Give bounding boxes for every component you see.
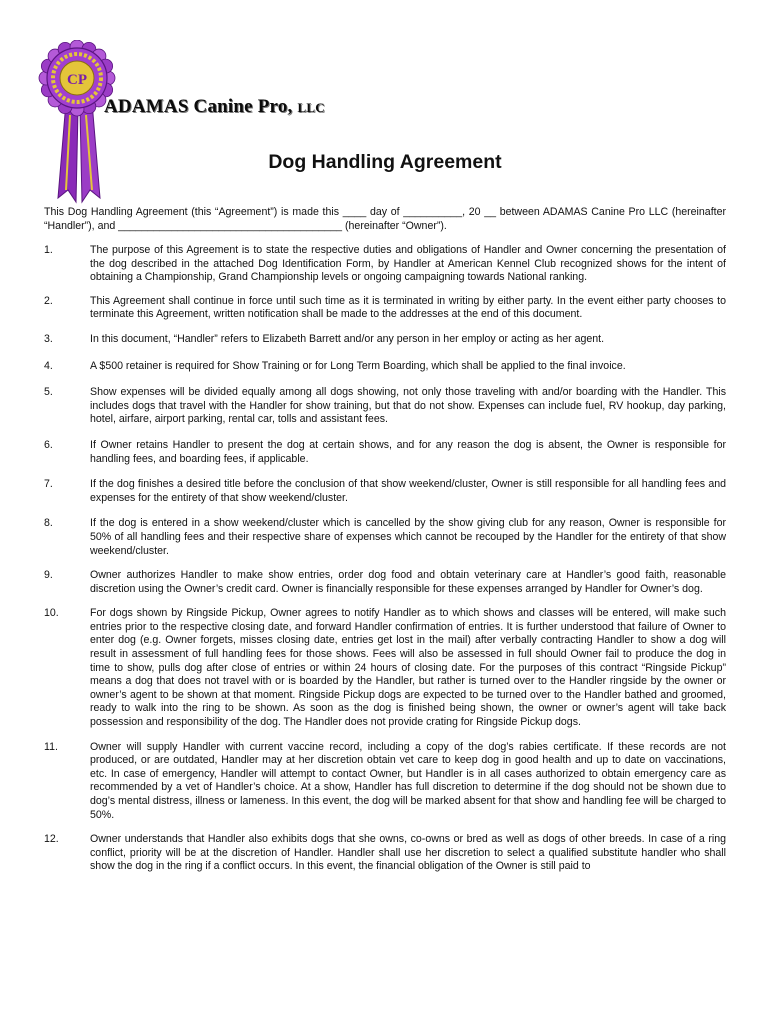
- clause-text: Owner understands that Handler also exhibits dogs that she owns, co-owns or bred as well as dogs of other breeds. In case of a ring conflict, priority will be at the discretion of Handler. Handler shall use her discretion to select a qualified substitute handler who shall show the dog in the ring if a conflict occurs. In this event, the financial obligation of the Owner is still paid to: [90, 833, 726, 873]
- clause-number: 12.: [44, 833, 59, 846]
- clause-item: [44, 569, 726, 596]
- clause-item: [44, 439, 726, 466]
- clause-list: [44, 244, 726, 874]
- document-title: Dog Handling Agreement: [268, 151, 502, 173]
- clause-text: If the dog finishes a desired title before the conclusion of that show weekend/cluster, Owner is still responsible for all handling fees and expenses for the entirety of that show weekend/cluster.: [90, 478, 726, 504]
- clause-number: 8.: [44, 517, 53, 530]
- clause-item: [44, 295, 726, 322]
- clause-text: Owner will supply Handler with current vaccine record, including a copy of the dog’s rabies certificate. If these records are not produced, or are outdated, Handler may at her discretion obtain vet care to keep dog in good health and up to date on vaccinations, etc. In case of emergency, Handler will attempt to contact Owner, but Handler is in all cases authorized to obtain emergency care as recommended by a vet of Handler’s choice. At a show, Handler has full discretion to determine if the dog should not be shown due to dog’s mental distress, illness or lameness. In this event, the dog will be marked absent for that show and handling fee will be charged to 50%.: [90, 740, 726, 821]
- clause-number: 1.: [44, 244, 53, 256]
- company-name-text: ADAMAS Canine Pro,: [104, 96, 293, 117]
- clause-text: Owner authorizes Handler to make show entries, order dog food and obtain veterinary care at Handler’s good faith, reasonable discretion using the Owner’s credit card. Owner is financially responsible for these expenses arranged by Handler for Owner’s dog.: [90, 569, 726, 595]
- clause-text: A $500 retainer is required for Show Training or for Long Term Boarding, which shall be applied to the final invoice.: [90, 359, 626, 372]
- clause-item: [44, 517, 726, 558]
- clause-item: [44, 478, 726, 505]
- clause-number: 6.: [44, 438, 53, 451]
- clause-item: [44, 333, 726, 347]
- clause-item: [44, 741, 726, 823]
- clause-item: [44, 360, 726, 374]
- clause-item: [44, 607, 726, 729]
- clause-text: If Owner retains Handler to present the dog at certain shows, and for any reason the dog is absent, the Owner is responsible for handling fees, and boarding fees, if applicable.: [90, 438, 726, 465]
- clause-number: 5.: [44, 386, 53, 399]
- clause-number: 2.: [44, 294, 53, 307]
- clause-item: [44, 833, 726, 874]
- clause-item: [44, 386, 726, 427]
- clause-number: 3.: [44, 332, 53, 345]
- clause-number: 7.: [44, 478, 53, 491]
- clause-text: For dogs shown by Ringside Pickup, Owner agrees to notify Handler as to which shows and classes will be entered, will make such entries prior to the respective closing date, and forward Handler confirmation of entries. It is further understood that failure of Owner to enter dog (e.g. Owner forgets, misses closing date, entries get lost in the mail) after verbally contracting Handler to show a dog will result in assessment of full handling fees for those shows. Fees will also be assessed in full should Owner fail to produce the dog in time to show, pulls dog after close of entries or within 24 hours of closing date. For the purposes of this contract “Ringside Pickup” means a dog that does not travel with or is boarded by the Handler, but rather is turned over to the Handler ringside by the owner or owner’s agent to be shown at that moment. Ringside Pickup dogs are expected to be turned over to the Handler bathed and groomed, ready to walk into the ring to be shown. As soon as the dog is finished being shown, the owner or owner’s agent will take back possession and responsibility of the dog. The Handler does not provide crating for Ringside Pickup dogs.: [90, 607, 726, 729]
- clause-text: In this document, “Handler” refers to Elizabeth Barrett and/or any person in her employ or acting as her agent.: [90, 332, 605, 345]
- clause-text: If the dog is entered in a show weekend/cluster which is cancelled by the show giving club for any reason, Owner is responsible for 50% of all handling fees and their respective share of expenses which cannot be recouped by the Handler for the entirety of that show weekend/cluster.: [90, 517, 726, 557]
- clause-text: This Agreement shall continue in force until such time as it is terminated in writing by either party. In the event either party chooses to terminate this Agreement, written notification shall be made to the addresses at the end of this document.: [90, 294, 726, 321]
- award-ribbon-logo: [36, 40, 118, 205]
- clause-item: [44, 244, 726, 285]
- company-suffix: LLC: [297, 100, 325, 115]
- clause-number: 9.: [44, 569, 53, 582]
- clause-number: 4.: [44, 359, 53, 372]
- company-name: [104, 96, 325, 118]
- clause-number: 11.: [44, 740, 58, 753]
- clause-number: 10.: [44, 607, 59, 620]
- clause-text: The purpose of this Agreement is to state the respective duties and obligations of Handler and Owner concerning the presentation of the dog described in the attached Dog Identification Form, by Handler at American Kennel Club recognized shows for the intent of obtaining a Championship, Grand Championship levels or ongoing campaigning towards National ranking.: [90, 244, 726, 284]
- intro-paragraph: This Dog Handling Agreement (this “Agreement”) is made this ____ day of __________, 20 __ between ADAMAS Canine Pro LLC (hereinafter “Handler”), and ______________________________________ (hereinafter “Owner”).: [44, 206, 726, 232]
- clause-text: Show expenses will be divided equally among all dogs showing, not only those traveling with and/or boarding with the Handler. This includes dogs that travel with the Handler for show training, but that do not show. Expenses can include fuel, RV hookup, day parking, hotel, airfare, airport parking, rental car, tolls and assistant fees.: [90, 386, 726, 426]
- logo-monogram: CP: [67, 72, 87, 88]
